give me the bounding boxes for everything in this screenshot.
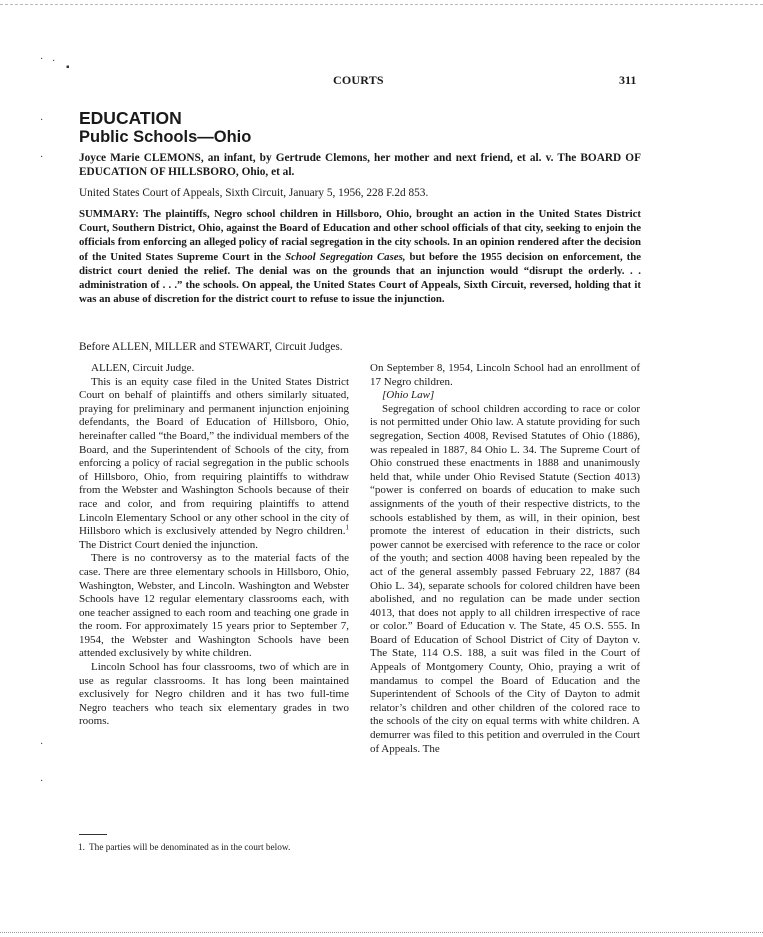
- running-head-title: COURTS: [333, 73, 384, 87]
- scan-speck: ·: [52, 56, 56, 67]
- scan-speck: ·: [40, 115, 44, 126]
- body-paragraph: Segregation of school children according to race or color is not permitted under Ohio law. A statute providing for such segregation, Section 4008, Revised Statutes of Ohio (1886), was repealed in 1887, 84 Ohio L. 34. The Supreme Court of Ohio construed these enactments in 1888 and unanimously held that, while under Ohio Revised Statute (Section 4013) “power is conferred on boards of education to make such assignments of the youth of their respective districts, to the schools established by them, as will, in their opinion, best promote the interest of education in their districts, such power cannot be exercised with reference to the race or color of the youth; and section 4008 having been repealed by the act of the general assembly passed February 22, 1887 (84 Ohio L. 34), separate schools for colored children have been abolished, and no regulation can be made under section 4013, that does not apply to all children irrespective of race or color.” Board of Education v. The State, 45 O.S. 555. In Board of Education of School District of City of Dayton v. The State, 114 O.S. 188, a suit was filed in the Court of Appeals of Montgomery County, Ohio, praying a writ of mandamus to compel the Board of Education and the Superintendent of Schools of the City of Dayton to admit relator’s children and other children of the colored race to the schools of the city on equal terms with white children. A demurrer was filed to this petition and overruled in the Court of Appeals. The: [370, 402, 640, 755]
- footnote: [78, 843, 351, 854]
- footnote-number: 1.: [78, 843, 85, 853]
- scan-speck: ·: [40, 152, 44, 163]
- opinion-author: ALLEN, Circuit Judge.: [91, 362, 195, 374]
- body-paragraph: There is no controversy as to the material facts of the case. There are three elementary schools in Hillsboro, Ohio, Washington, Webster, and Lincoln. Washington and Webster Schools have 12 regular elementary classrooms each, with one teacher assigned to each room and teaching one grade in the room. For approximately 15 years prior to September 7, 1954, the Webster and Washington Schools have been attended exclusively by white children.: [79, 552, 349, 660]
- summary-label: SUMMARY:: [79, 208, 139, 220]
- section-title: EDUCATION: [79, 108, 182, 128]
- case-citation: United States Court of Appeals, Sixth Circuit, January 5, 1956, 228 F.2d 853.: [79, 187, 429, 199]
- summary-text-continued: but before the 1955 decision on enforcement, the district court denied the relief. The denial was on the grounds that an injunction would “disrupt the orderly. . . administration of . . .” the schools. On appeal, the United States Court of Appeals, Sixth Circuit, reversed, holding that it was an abuse of discretion for the district court to refuse to issue the injunction.: [79, 250, 642, 306]
- scan-speck: ·: [40, 739, 44, 750]
- page-number: 311: [619, 73, 637, 87]
- panel-of-judges: Before ALLEN, MILLER and STEWART, Circuit Judges.: [79, 341, 343, 353]
- right-column: [370, 362, 640, 756]
- running-head: [0, 73, 763, 89]
- case-caption: Joyce Marie CLEMONS, an infant, by Gertrude Clemons, her mother and next friend, et al. v. The BOARD OF EDUCATION OF HILLSBORO, Ohio, et al.: [79, 152, 641, 178]
- footnote-rule: [79, 834, 107, 835]
- scan-speck: ·: [40, 54, 44, 65]
- left-column: [79, 362, 349, 729]
- body-paragraph: [79, 376, 349, 553]
- paragraph-text: The District Court denied the injunction.: [79, 538, 259, 551]
- summary-text: The plaintiffs, Negro school children in Hillsboro, Ohio, brought an action in the United States District Court, Southern District, Ohio, against the Board of Education and other school officials of that city, seeking to enjoin the officials from enforcing an alleged policy of racial segregation in the city schools. In an opinion rendered after the decision of the United States Supreme Court in the: [79, 208, 641, 263]
- footnote-text: The parties will be denominated as in the court below.: [89, 843, 291, 853]
- scan-speck: ·: [40, 776, 44, 787]
- scan-edge-top: [0, 4, 763, 5]
- scan-speck: ▪: [66, 62, 70, 73]
- paragraph-text: This is an equity case filed in the United States District Court on behalf of plaintiffs and others similarly situated, praying for preliminary and permanent injunction enjoining defendants, the Board of Education of Hillsboro, Ohio, hereinafter called “the Board,” the individual members of the Board, and the Superintendent of Schools of the city, from enforcing a policy of racial segregation in the public schools of Hillsboro, Ohio, from requiring plaintiffs to withdraw from the Webster and Washington Schools because of their race and color, and from requiring plaintiffs to attend Lincoln Elementary School or any other school in the city of Hillsboro which is exclusively attended by Negro children.: [79, 375, 349, 538]
- scan-edge-bottom: [0, 932, 763, 933]
- footnote-reference: 1: [345, 523, 349, 532]
- body-paragraph: On September 8, 1954, Lincoln School had an enrollment of 17 Negro children.: [370, 362, 640, 388]
- headnote-subheading: [Ohio Law]: [382, 389, 435, 402]
- subsection-title: Public Schools—Ohio: [79, 128, 252, 146]
- summary-italic-case-name: School Segregation Cases,: [285, 250, 406, 263]
- body-paragraph: Lincoln School has four classrooms, two of which are in use as regular classrooms. It has long been maintained exclusively for Negro children and it has two full-time Negro teachers who teach six elementary grades in two rooms.: [79, 661, 349, 728]
- case-summary: [79, 207, 641, 306]
